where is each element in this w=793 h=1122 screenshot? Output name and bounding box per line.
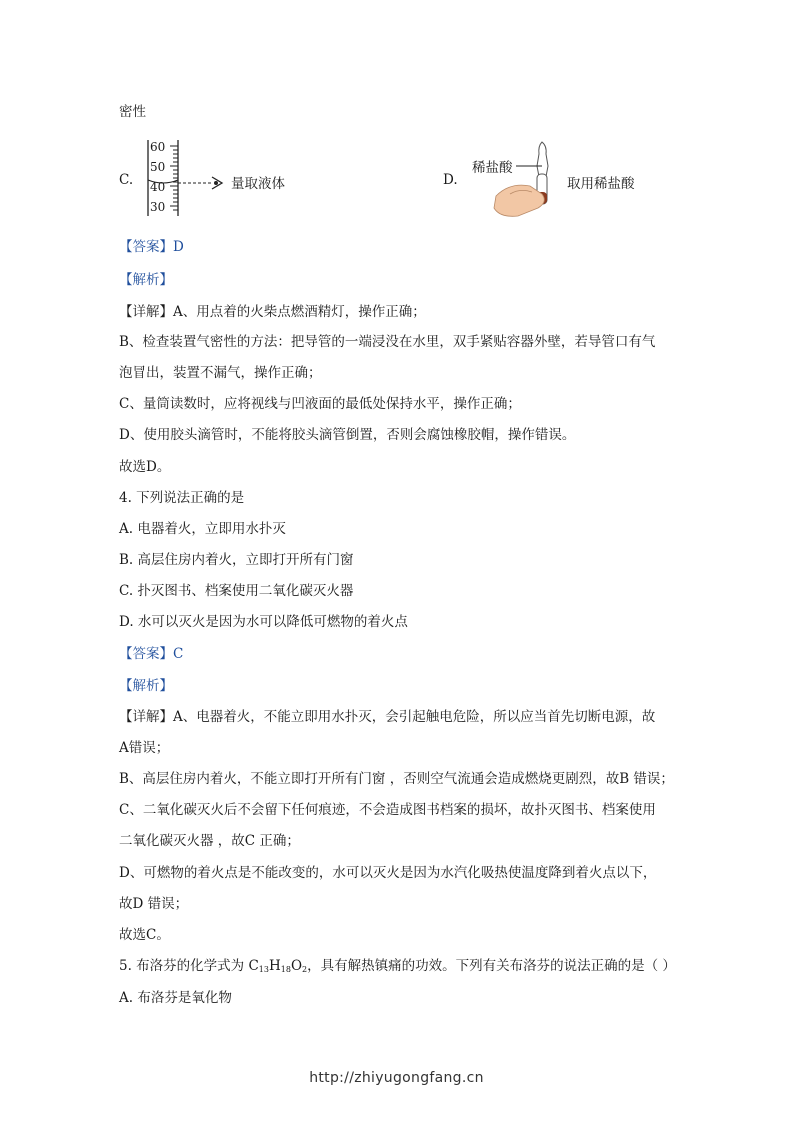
reagent-pointer-line bbox=[516, 160, 542, 172]
q4-option-c: C. 扑灭图书、档案使用二氧化碳灭火器 bbox=[119, 583, 354, 599]
q3-conclusion: 故选D。 bbox=[119, 459, 171, 475]
cylinder-tick-50: 50 bbox=[150, 160, 166, 174]
q5-stem-end: ，具有解热镇痛的功效。下列有关布洛芬的说法正确的是（ ） bbox=[307, 958, 676, 974]
q4-option-a: A. 电器着火，立即用水扑灭 bbox=[119, 521, 286, 537]
q4-answer: 【答案】C bbox=[119, 646, 184, 662]
formula-subscript: 13 bbox=[258, 965, 269, 974]
option-d-caption: 取用稀盐酸 bbox=[567, 176, 635, 192]
q4-analysis-heading: 【解析】 bbox=[119, 678, 173, 694]
q5-option-a: A. 布洛芬是氧化物 bbox=[119, 990, 232, 1006]
q3-detail-line: 泡冒出，装置不漏气，操作正确； bbox=[119, 365, 322, 381]
q3-answer: 【答案】D bbox=[119, 239, 184, 255]
option-c-caption: 量取液体 bbox=[231, 176, 285, 192]
q4-option-b: B. 高层住房内着火，立即打开所有门窗 bbox=[119, 552, 354, 568]
continued-text: 密性 bbox=[119, 104, 146, 120]
reagent-label: 稀盐酸 bbox=[472, 160, 513, 176]
q4-detail-line: 故D 错误； bbox=[119, 896, 189, 912]
cylinder-tick-30: 30 bbox=[150, 200, 166, 214]
q4-detail-line: C、二氧化碳灭火后不会留下任何痕迹，不会造成图书档案的损坏，故扑灭图书、档案使用 bbox=[119, 802, 656, 818]
q4-detail-line: B、高层住房内着火，不能立即打开所有门窗 ，否则空气流通会造成燃烧更剧烈，故B 错误； bbox=[119, 771, 674, 787]
q4-detail-line: A错误； bbox=[119, 740, 170, 756]
formula-subscript: 2 bbox=[302, 965, 308, 974]
q4-detail-line: 【详解】A、电器着火，不能立即用水扑灭，会引起触电危险，所以应当首先切断电源，故 bbox=[119, 709, 656, 725]
formula-element: H bbox=[268, 958, 281, 974]
q4-detail-line: 二氧化碳灭火器 ，故C 正确； bbox=[119, 833, 300, 849]
q3-detail-line: D、使用胶头滴管时，不能将胶头滴管倒置，否则会腐蚀橡胶帽，操作错误。 bbox=[119, 427, 576, 443]
cylinder-tick-60: 60 bbox=[150, 140, 166, 154]
formula-subscript: 18 bbox=[280, 965, 291, 974]
q3-analysis-heading: 【解析】 bbox=[119, 272, 173, 288]
q4-stem: 4. 下列说法正确的是 bbox=[119, 490, 245, 506]
cylinder-tick-40: 40 bbox=[150, 180, 166, 194]
q5-stem-start: 5. 布洛芬的化学式为 C bbox=[119, 958, 259, 974]
q4-conclusion: 故选C。 bbox=[119, 927, 170, 943]
option-d-label: D. bbox=[443, 172, 458, 188]
footer-url: http://zhiyugongfang.cn bbox=[309, 1070, 484, 1086]
q3-detail-line: C、量筒读数时，应将视线与凹液面的最低处保持水平，操作正确； bbox=[119, 396, 521, 412]
option-c-label: C. bbox=[119, 172, 134, 188]
q3-detail-line: 【详解】A、用点着的火柴点燃酒精灯，操作正确； bbox=[119, 304, 426, 320]
q4-option-d: D. 水可以灭火是因为水可以降低可燃物的着火点 bbox=[119, 614, 408, 630]
q4-detail-line: D、可燃物的着火点是不能改变的，水可以灭火是因为水汽化吸热使温度降到着火点以下， bbox=[119, 865, 657, 881]
q3-detail-line: B、检查装置气密性的方法：把导管的一端浸没在水里，双手紧贴容器外壁，若导管口有气 bbox=[119, 334, 656, 350]
formula-element: O bbox=[290, 958, 303, 974]
q5-stem bbox=[119, 957, 676, 979]
dropper-test-tube-figure bbox=[490, 136, 560, 222]
